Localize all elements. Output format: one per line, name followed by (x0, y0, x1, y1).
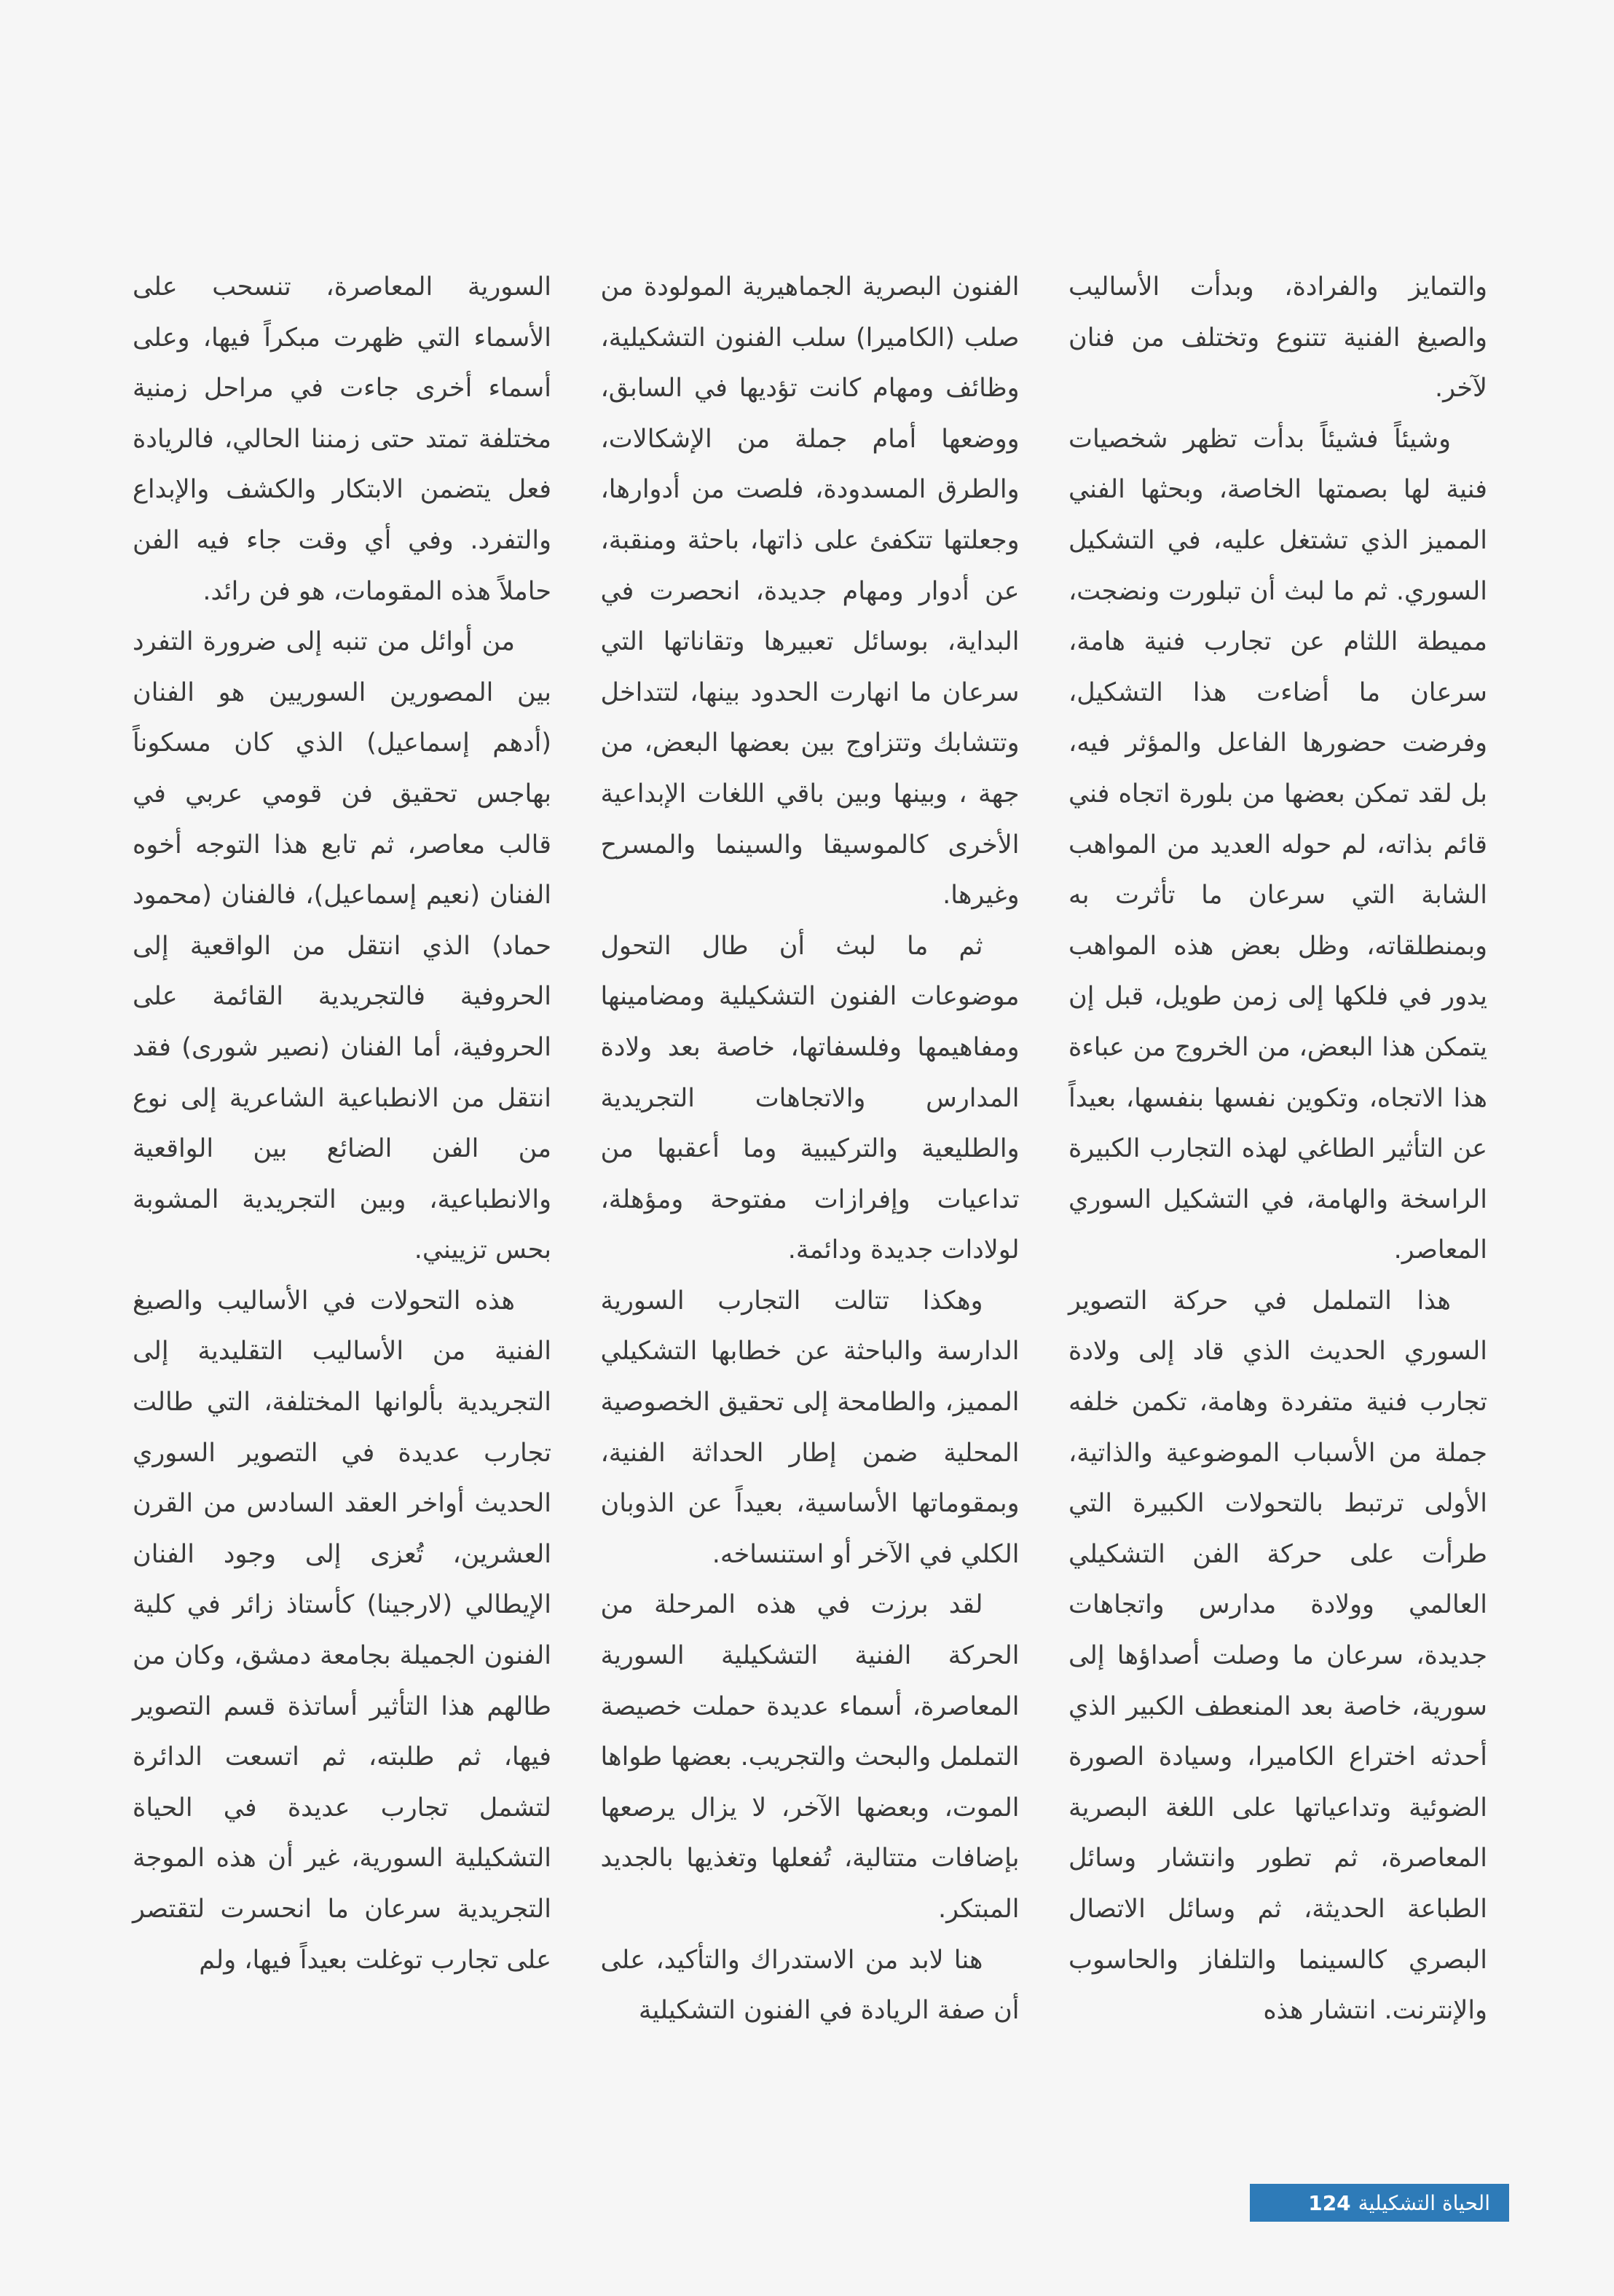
paragraph: هذه التحولات في الأساليب والصيغ الفنية من الأساليب التقليدية إلى التجريدية بألوانها المختلفة، التي طالت تجارب عديدة في التصوير السوري الحديث أواخر العقد السادس من القرن العشرين، تُعزى إلى وجود الفنان الإيطالي (لارجينا) كأستاذ زائر في كلية الفنون الجميلة بجامعة دمشق، وكان من طالهم هذا التأثير أساتذة قسم التصوير فيها، ثم طلبته، ثم اتسعت الدائرة لتشمل تجارب عديدة في الحياة التشكيلية السورية، غير أن هذه الموجة التجريدية سرعان ما انحسرت لتقتصر على تجارب توغلت بعيداً فيها، ولم (133, 1286, 551, 1975)
paragraph: والتمايز والفرادة، وبدأت الأساليب والصيغ الفنية تتنوع وتختلف من فنان لآخر. (1068, 272, 1487, 404)
paragraph: هنا لابد من الاستدراك والتأكيد، على أن صفة الريادة في الفنون التشكيلية (600, 1945, 1020, 2026)
page-footer (1250, 2184, 1509, 2222)
paragraph: السورية المعاصرة، تنسحب على الأسماء التي ظهرت مبكراً فيها، وعلى أسماء أخرى جاءت في مراحل زمنية مختلفة تمتد حتى زمننا الحالي، فالريادة فعل يتضمن الابتكار والكشف والإبداع والتفرد. وفي أي وقت جاء فيه الفن حاملاً هذه المقومات، هو فن رائد. (133, 272, 551, 606)
paragraph: من أوائل من تنبه إلى ضرورة التفرد بين المصورين السوريين هو الفنان (أدهم إسماعيل) الذي كان مسكوناً بهاجس تحقيق فن قومي عربي في قالب معاصر، ثم تابع هذا التوجه أخوه الفنان (نعيم إسماعيل)، فالفنان (محمود حماد) الذي انتقل من الواقعية إلى الحروفية فالتجريدية القائمة على الحروفية، أما الفنان (نصير شورى) فقد انتقل من الانطباعية الشاعرية إلى نوع من الفن الضائع بين الواقعية والانطباعية، وبين التجريدية المشوبة بحس تزييني. (133, 627, 551, 1265)
column-right (1068, 262, 1487, 2047)
page-number: 124 (1308, 2190, 1351, 2215)
paragraph: هذا التململ في حركة التصوير السوري الحديث الذي قاد إلى ولادة تجارب فنية متفردة وهامة، تكمن خلفه جملة من الأسباب الموضوعية والذاتية، الأولى ترتبط بالتحولات الكبيرة التي طرأت على حركة الفن التشكيلي العالمي وولادة مدارس واتجاهات جديدة، سرعان ما وصلت أصداؤها إلى سورية، خاصة بعد المنعطف الكبير الذي أحدثه اختراع الكاميرا، وسيادة الصورة الضوئية وتداعياتها على اللغة البصرية المعاصرة، ثم تطور وانتشار وسائل الطباعة الحديثة، ثم وسائل الاتصال البصري كالسينما والتلفاز والحاسوب والإنترنت. انتشار هذه (1068, 1286, 1487, 2026)
magazine-title: الحياة التشكيلية (1358, 2190, 1490, 2215)
column-left (133, 262, 551, 2047)
column-middle (601, 262, 1020, 2047)
article-columns (133, 262, 1487, 2047)
paragraph: وشيئاً فشيئاً بدأت تظهر شخصيات فنية لها بصمتها الخاصة، وبحثها الفني المميز الذي تشتغل عليه، في التشكيل السوري. ثم ما لبث أن تبلورت ونضجت، مميطة اللثام عن تجارب فنية هامة، سرعان ما أضاءت هذا التشكيل، وفرضت حضورها الفاعل والمؤثر فيه، بل لقد تمكن بعضها من بلورة اتجاه فني قائم بذاته، لم حوله العديد من المواهب الشابة التي سرعان ما تأثرت به وبمنطلقاته، وظل بعض هذه المواهب يدور في فلكها إلى زمن طويل، قبل إن يتمكن هذا البعض، من الخروج من عباءة هذا الاتجاه، وتكوين نفسها بنفسها، بعيداً عن التأثير الطاغي لهذه التجارب الكبيرة الراسخة والهامة، في التشكيل السوري المعاصر. (1068, 424, 1487, 1265)
paragraph: ثم ما لبث أن طال التحول موضوعات الفنون التشكيلية ومضامينها ومفاهيمها وفلسفاتها، خاصة بعد ولادة المدارس والاتجاهات التجريدية والطليعية والتركيبية وما أعقبها من تداعيات وإفرازات مفتوحة ومؤهلة، لولادات جديدة ودائمة. (600, 931, 1020, 1265)
paragraph: لقد برزت في هذه المرحلة من الحركة الفنية التشكيلية السورية المعاصرة، أسماء عديدة حملت خصيصة التململ والبحث والتجريب. بعضها طواها الموت، وبعضها الآخر، لا يزال يرصعها بإضافات متتالية، تُفعلها وتغذيها بالجديد المبتكر. (600, 1590, 1020, 1924)
paragraph: الفنون البصرية الجماهيرية المولودة من صلب (الكاميرا) سلب الفنون التشكيلية، وظائف ومهام كانت تؤديها في السابق، ووضعها أمام جملة من الإشكالات، والطرق المسدودة، فلصت من أدوارها، وجعلتها تتكفئ على ذاتها، باحثة ومنقبة، عن أدوار ومهام جديدة، انحصرت في البداية، بوسائل تعبيرها وتقاناتها التي سرعان ما انهارت الحدود بينها، لتتداخل وتتشابك وتتزاوج بين بعضها البعض، من جهة ، وبينها وبين باقي اللغات الإبداعية الأخرى كالموسيقا والسينما والمسرح وغيرها. (600, 272, 1020, 911)
paragraph: وهكذا تتالت التجارب السورية الدارسة والباحثة عن خطابها التشكيلي المميز، والطامحة إلى تحقيق الخصوصية المحلية ضمن إطار الحداثة الفنية، وبمقوماتها الأساسية، بعيداً عن الذوبان الكلي في الآخر أو استنساخه. (600, 1286, 1020, 1569)
